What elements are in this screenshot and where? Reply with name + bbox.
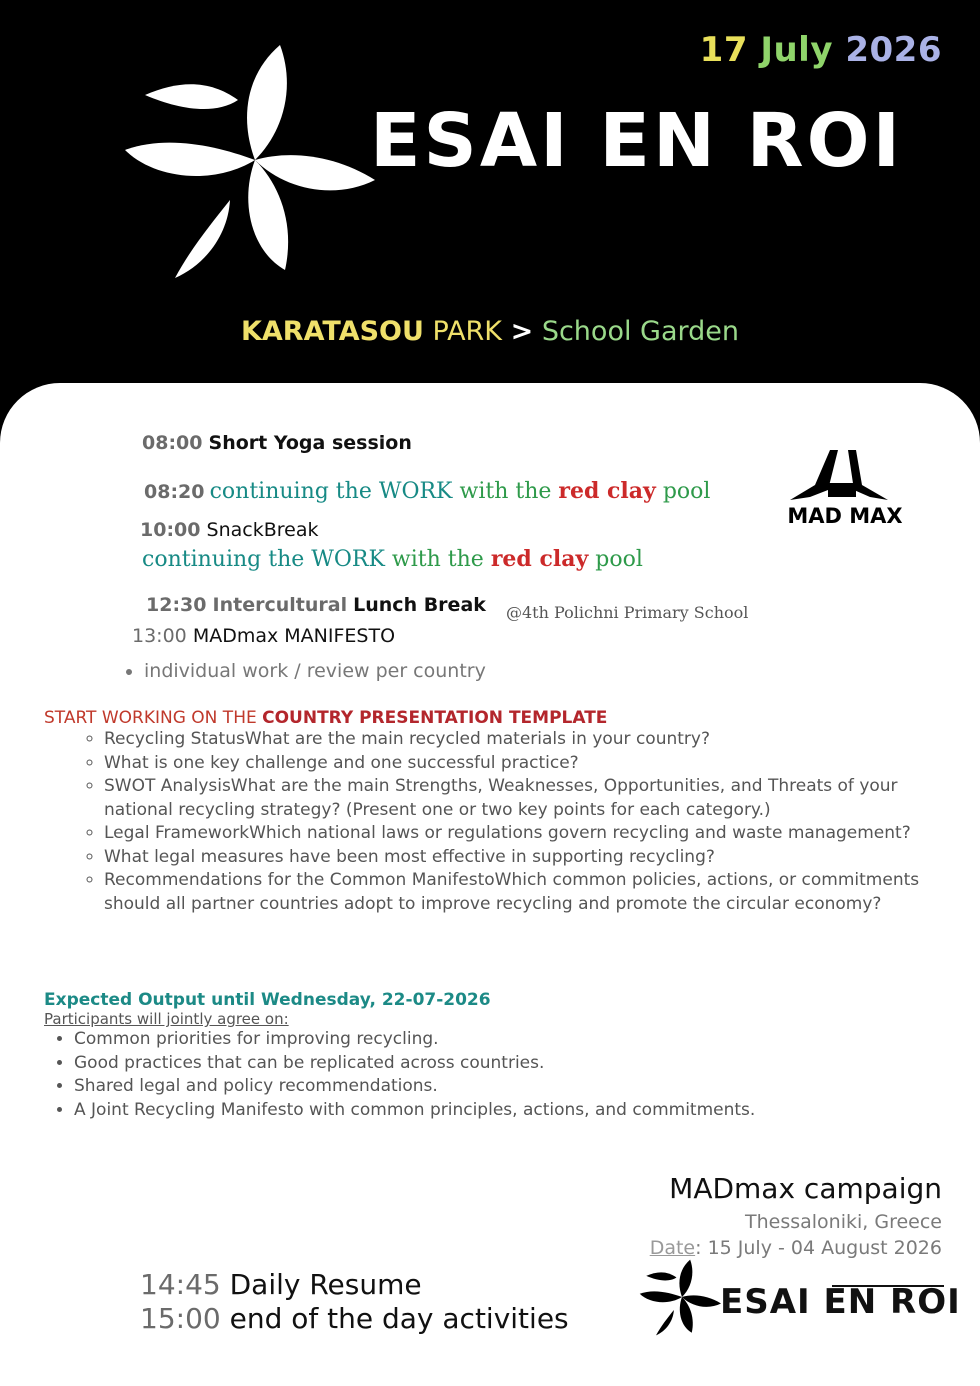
- schedule-row: [132, 625, 395, 647]
- resume-time: 14:45: [140, 1268, 221, 1301]
- schedule-text-part: continuing the: [142, 547, 305, 572]
- venue-note: @4th Polichni Primary School: [506, 603, 749, 622]
- schedule-text-part: pool: [662, 479, 711, 504]
- brand-small: ESAI EN ROI: [720, 1282, 961, 1322]
- pinwheel-logo-icon: [120, 40, 390, 280]
- schedule-text-b: Break: [263, 519, 319, 541]
- date-month: July: [760, 30, 834, 70]
- list-item: • Good practices that can be replicated across countries.: [74, 1052, 924, 1076]
- schedule-row: [140, 519, 319, 541]
- schedule-row: [144, 478, 710, 504]
- campaign-title: MADmax campaign: [669, 1172, 942, 1205]
- schedule-text-part: with the: [459, 479, 552, 504]
- date-label: Date: [649, 1237, 696, 1259]
- schedule-time: 10:00: [140, 519, 201, 541]
- schedule-time: 13:00: [132, 625, 187, 647]
- end-text: end of the day activities: [229, 1302, 569, 1335]
- list-item: • Common priorities for improving recycling.: [74, 1028, 924, 1052]
- schedule-time: 12:30: [146, 594, 207, 616]
- output-subtitle: Participants will jointly agree on:: [44, 1010, 289, 1028]
- date-day: 17: [699, 30, 748, 70]
- list-item: ◦ SWOT AnalysisWhat are the main Strengths, Weaknesses, Opportunities, and Threats of your national recycling strategy? (Present one or two key points for each category.): [104, 775, 924, 822]
- output-title: Expected Output until Wednesday, 22-07-2026: [44, 990, 491, 1010]
- resume-text: Daily Resume: [229, 1268, 422, 1301]
- schedule-text-part: WORK: [378, 479, 453, 504]
- output-list: [74, 1028, 924, 1122]
- schedule-text: MADmax MANIFESTO: [192, 625, 396, 647]
- section-title-b: COUNTRY PRESENTATION TEMPLATE: [262, 708, 608, 728]
- schedule-text-part: WORK: [311, 547, 385, 572]
- template-list: [104, 728, 924, 916]
- schedule-text-part: with the: [391, 547, 484, 572]
- campaign-info: [650, 1172, 942, 1259]
- template-section: [44, 708, 924, 916]
- list-item: • Shared legal and policy recommendations.: [74, 1075, 924, 1099]
- section-title-a: START WORKING ON THE: [44, 708, 257, 728]
- closing-schedule: [140, 1268, 569, 1336]
- schedule-text-part: red clay: [490, 546, 589, 572]
- schedule-text-part: pool: [595, 547, 643, 572]
- expected-output-section: [44, 990, 924, 1122]
- schedule-text-b: Lunch Break: [353, 594, 486, 616]
- end-time: 15:00: [140, 1302, 221, 1335]
- list-item: ◦ What is one key challenge and one successful practice?: [104, 752, 924, 776]
- pinwheel-logo-small-icon: [638, 1258, 726, 1336]
- section-title: [44, 708, 924, 728]
- campaign-city: Thessaloniki, Greece: [745, 1211, 942, 1233]
- schedule-text-a: Intercultural: [212, 594, 348, 616]
- list-item: ◦ Legal FrameworkWhich national laws or regulations govern recycling and waste management?: [104, 822, 924, 846]
- list-item: ◦ Recycling StatusWhat are the main recycled materials in your country?: [104, 728, 924, 752]
- location-part3: School Garden: [541, 316, 740, 347]
- schedule-time: 08:00: [142, 432, 203, 454]
- location-separator: >: [510, 316, 534, 347]
- schedule-text-part: red clay: [558, 478, 656, 504]
- schedule-text: Short Yoga session: [208, 432, 412, 454]
- list-item: • A Joint Recycling Manifesto with common principles, actions, and commitments.: [74, 1099, 924, 1123]
- schedule-row: [142, 432, 412, 454]
- location-part2: PARK: [432, 316, 503, 347]
- madmax-logo-icon: [770, 445, 920, 535]
- list-item: • individual work / review per country: [144, 660, 486, 682]
- list-item: ◦ Recommendations for the Common ManifestoWhich common policies, actions, or commitments should all partner countries adopt to improve recycling and promote the circular economy?: [104, 869, 924, 916]
- schedule-text-part: continuing the: [209, 479, 372, 504]
- date-year: 2026: [845, 30, 942, 70]
- campaign-date: [650, 1237, 942, 1259]
- schedule-row: [146, 594, 486, 616]
- list-item: ◦ What legal measures have been most effective in supporting recycling?: [104, 846, 924, 870]
- schedule-text-a: Snack: [206, 519, 264, 541]
- schedule-time: 08:20: [144, 481, 205, 503]
- date-value: : 15 July - 04 August 2026: [695, 1237, 942, 1259]
- madmax-logo-text: MAD MAX: [787, 504, 903, 528]
- resume-row: [140, 1268, 569, 1302]
- schedule-row: [142, 546, 643, 572]
- location-line: [0, 316, 980, 347]
- location-part1: KARATASOU: [240, 316, 424, 347]
- end-row: [140, 1302, 569, 1336]
- brand-title: ESAI EN ROI: [370, 98, 904, 184]
- individual-work-list: [144, 660, 486, 682]
- event-date: [700, 30, 942, 70]
